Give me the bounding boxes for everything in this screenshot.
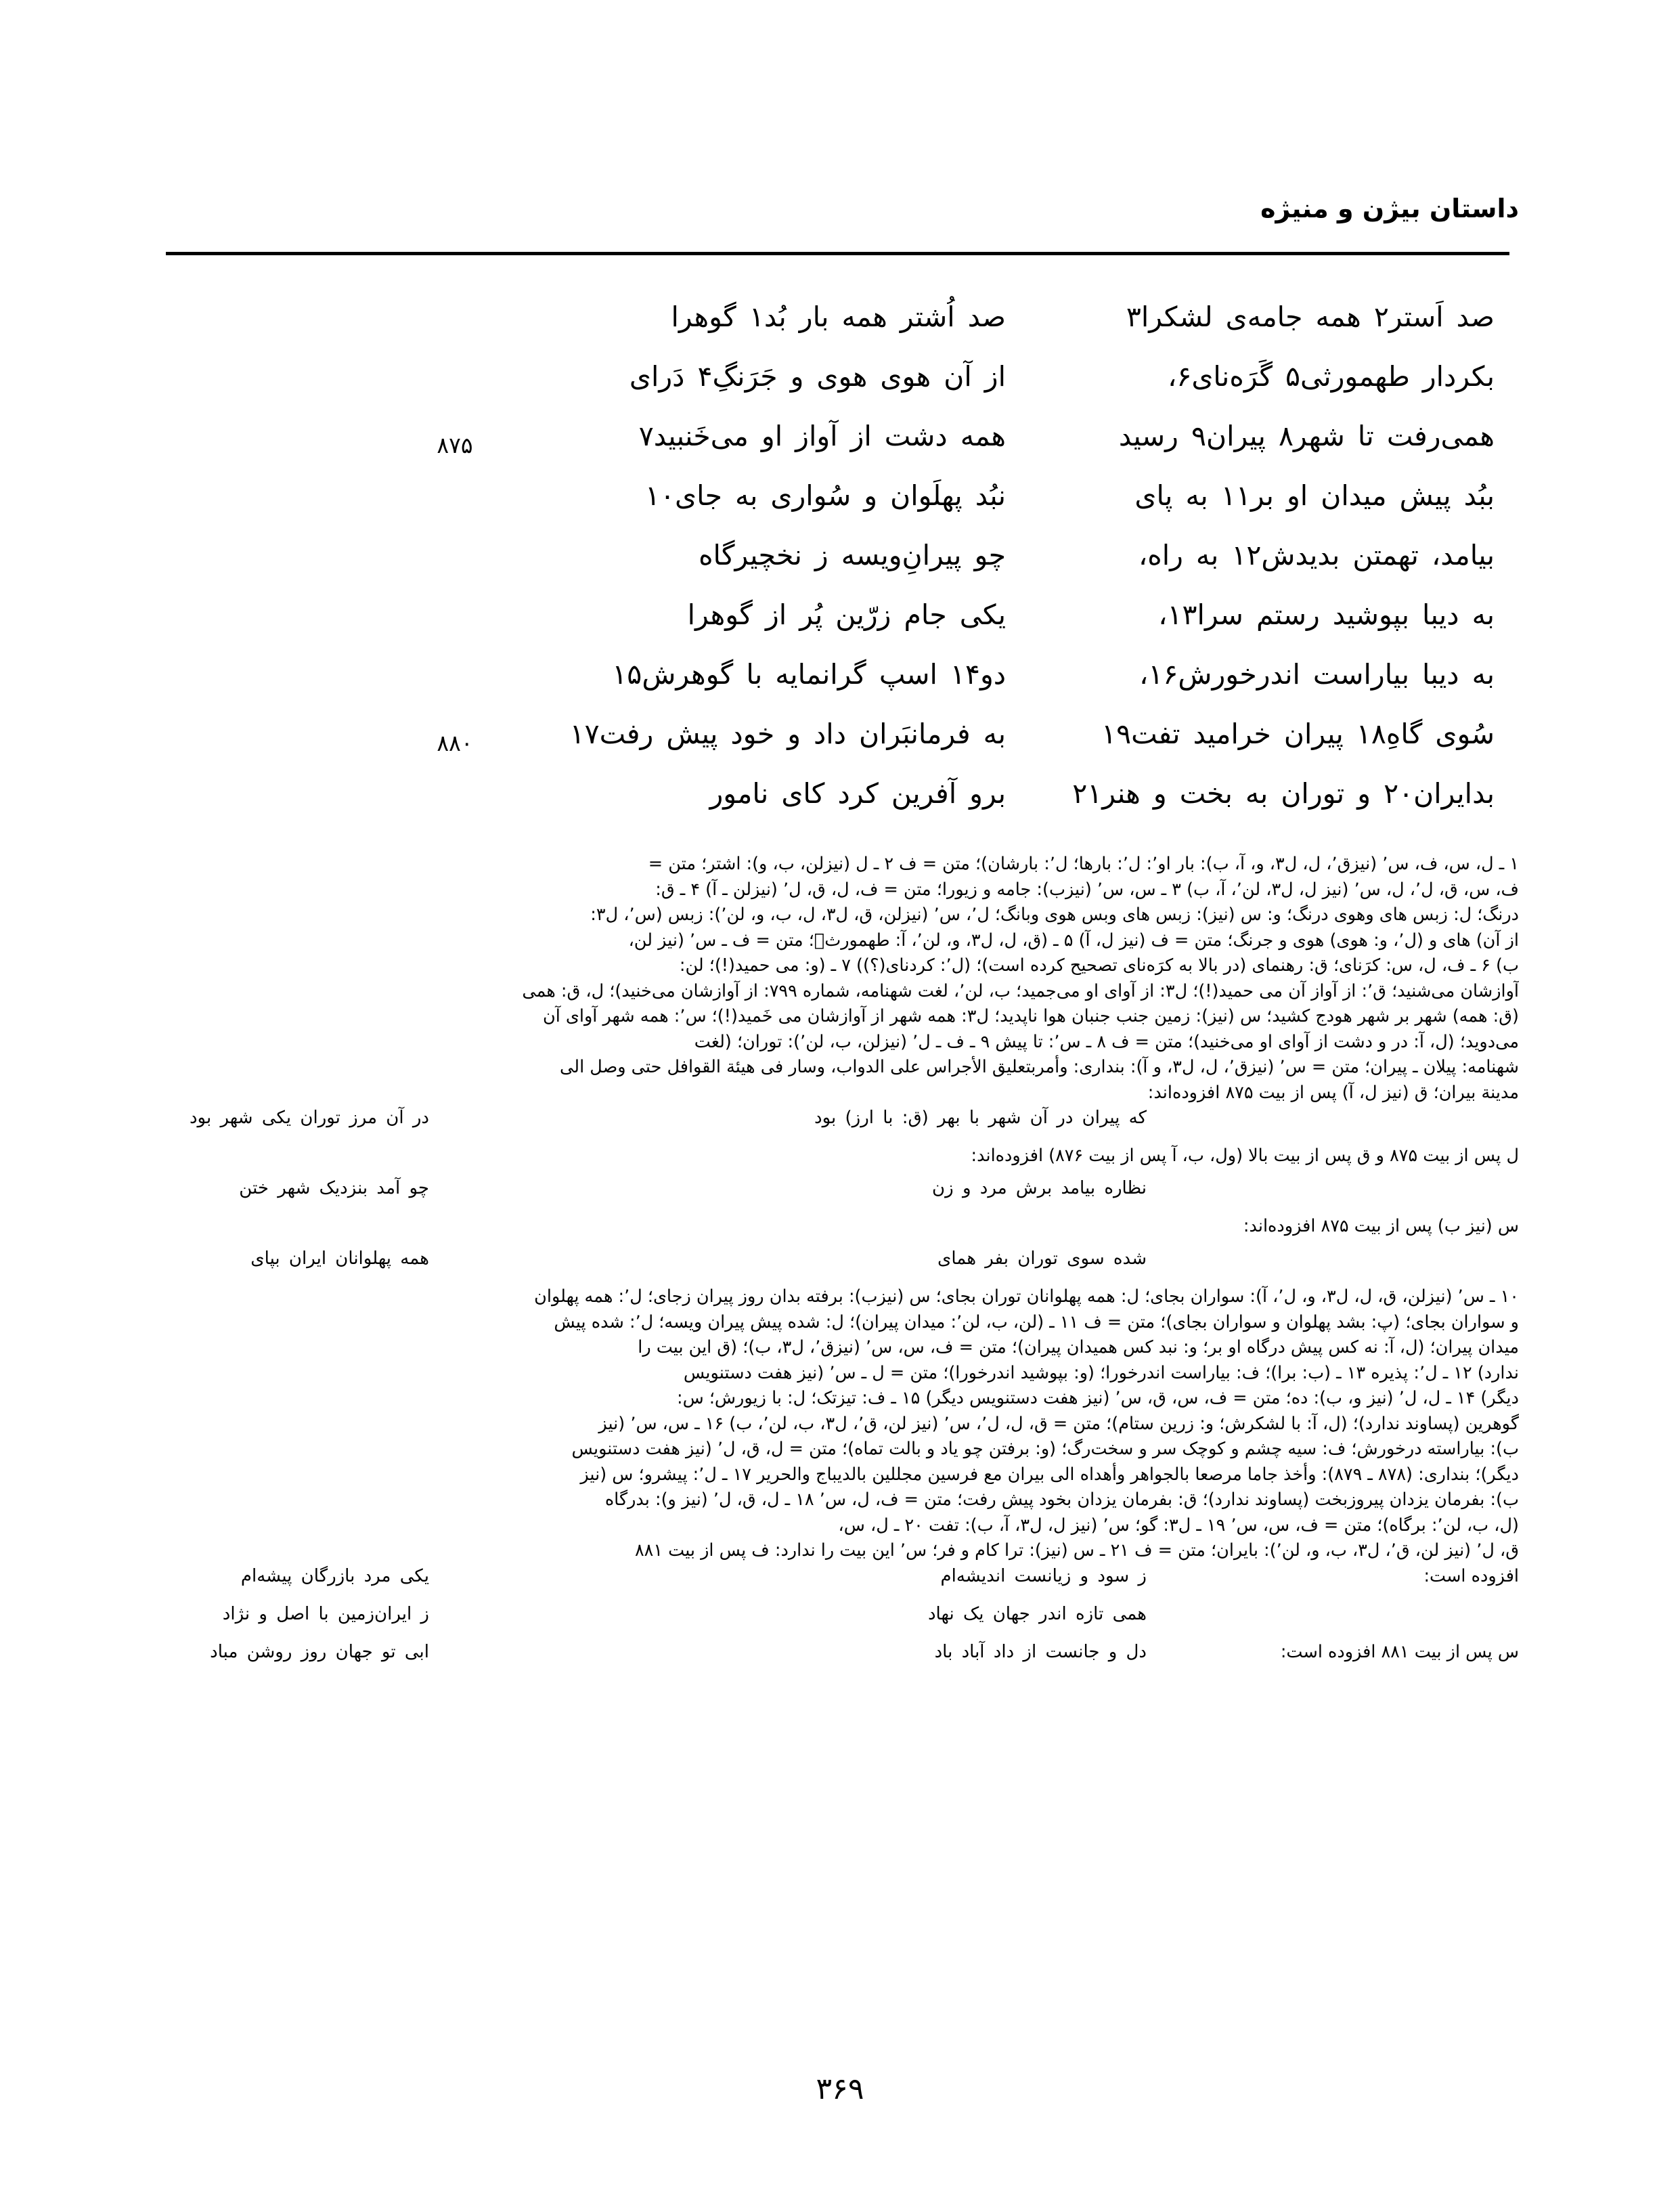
hemistich-right: به فرمانبَران داد و خود پیش رفت۱۷ bbox=[569, 718, 1006, 750]
verse-row bbox=[164, 775, 1511, 834]
folio-number: ۳۶۹ bbox=[816, 2072, 864, 2106]
inserted-hemistich-a: ابی تو جهان روز روشن مباد bbox=[210, 1641, 429, 1662]
inserted-couplet bbox=[158, 1602, 1519, 1640]
verse-row bbox=[164, 536, 1511, 596]
inserted-hemistich-a: ز ایران‌زمین با اصل و نژاد bbox=[222, 1603, 429, 1624]
verse-number bbox=[401, 655, 509, 670]
apparatus-line: شهنامه: پیلان ـ پیران؛ متن = س٬ (نیزق٬، ل، ل۳، و آ): بنداری: وأمربتعلیق الأجراس علی الدواب، وسار فی هیئة القوافل حتی وصل الی bbox=[560, 1057, 1519, 1077]
running-head bbox=[161, 195, 1519, 223]
apparatus-line: ۱۰ ـ س٬ (نیزلن، ق، ل، ل۳، و، ل٬، آ): سواران بجای؛ ل: همه پهلوانان توران بجای؛ س (نیزب): برفته بدان روز پیران زجای؛ ل٬: همه پهلوان bbox=[534, 1286, 1519, 1307]
inserted-hemistich-b: که پیران در آن شهر با بهر (ق: با ارز) بود bbox=[814, 1108, 1147, 1128]
apparatus-criticus bbox=[158, 852, 1519, 1678]
hemistich-left: بدایران۲۰ و توران به بخت و هنر۲۱ bbox=[1072, 777, 1495, 810]
hemistich-right: همه دشت از آواز او می‌خَنبید۷ bbox=[638, 420, 1006, 452]
apparatus-lead-line: س (نیز ب) پس از بیت ۸۷۵ افزوده‌اند: bbox=[1243, 1216, 1519, 1236]
hemistich-right: صد اُشتر همه بار بُد۱ گوهرا bbox=[671, 301, 1006, 333]
inserted-hemistich-a: یکی مرد بازرگان پیشه‌ام bbox=[240, 1565, 429, 1586]
running-head-title: داستان بیژن و منیژه bbox=[1260, 194, 1519, 223]
inserted-couplet bbox=[158, 1640, 1519, 1678]
apparatus-line: آوازشان می‌شنید؛ ق٬: از آواز آن می حمید(!)؛ ل۳: از آوای او می‌جمید؛ ب، لن٬، لغت شهنامه، شماره ۷۹۹: از آوازشان می‌خنید)؛ ل، ق: همی bbox=[522, 980, 1519, 1001]
apparatus-line: گوهرین (پساوند ندارد)؛ (ل، آ: با لشکرش؛ و: زرین ستام)؛ متن = ق، ل، ل٬، س٬ (نیز لن، ق٬، ل۳، ب، لن٬، ب) ۱۶ ـ س، س٬ (نیز bbox=[598, 1413, 1519, 1434]
apparatus-line: ف، س، ق، ل٬، ل، س٬ (نیز ل، ل۳، لن٬، آ، ب) ۳ ـ س، س٬ (نیزب): جامه و زیورا؛ متن = ف، ل، ق، ل٬ (نیزلن ـ آ) ۴ ـ ق: bbox=[655, 879, 1519, 900]
inserted-hemistich-a: همه پهلوانان ایران بپای bbox=[250, 1248, 429, 1269]
apparatus-line: ۱ ـ ل، س، ف، س٬ (نیزق٬، ل، ل۳، و، آ، ب): بار او٬: ل٬: بارها؛ ل٬: بارشان)؛ متن = ف ۲ ـ ل (نیزلن، ب، و): اشتر؛ متن = bbox=[648, 854, 1519, 874]
inserted-couplet bbox=[158, 1564, 1519, 1602]
verse-number bbox=[401, 775, 509, 789]
hemistich-right: چو پیرانِ‌ویسه ز نخچیرگاه bbox=[699, 539, 1006, 571]
verse-row bbox=[164, 357, 1511, 417]
hemistich-left: به دیبا بپوشید رستم سرا۱۳، bbox=[1158, 598, 1495, 631]
apparatus-line: دیگر) ۱۴ ـ ل، ل٬ (نیز و، ب): ده؛ متن = ف، س، ق، س٬ (نیز هفت دستنویس دیگر) ۱۵ ـ ف: تیزتک؛ ل: با زیورش؛ س: bbox=[677, 1388, 1519, 1408]
hemistich-left: به دیبا بیاراست اندرخورش۱۶، bbox=[1139, 658, 1495, 691]
hemistich-right: از آن هوی هوی و جَرَنگِ۴ دَرای bbox=[629, 360, 1006, 393]
apparatus-line: درنگ؛ ل: زبس های وهوی درنگ؛ و: س (نیز): زبس های وبس هوی وبانگ؛ ل٬، س٬ (نیزلن، ق، ل۳، ل، ب، و، لن٬): زبس (س٬، ل۳: bbox=[590, 905, 1519, 925]
apparatus-line: ب) ۶ ـ ف، ل، س: کرَنای؛ ق: رهنمای (در بالا به کرَه‌نای تصحیح کرده است)؛ (ل٬: کردنای(؟)) ۷ ـ (و: می حمید(!)؛ لن: bbox=[679, 955, 1519, 976]
hemistich-left: همی‌رفت تا شهر۸ پیران۹ رسید bbox=[1118, 420, 1495, 452]
inserted-hemistich-a: در آن مرز توران یکی شهر بود bbox=[189, 1108, 429, 1128]
apparatus-line: از آن) های و (ل٬، و: هوی) هوی و جرنگ؛ متن = ف (نیز ل، آ) ۵ ـ (ق، ل، ل۳، و، لن٬، آ: طهمورثٖ؛ متن = ف ـ س٬ (نیز لن، bbox=[628, 930, 1519, 951]
inserted-hemistich-b: دل و جانست از داد آباد باد bbox=[934, 1641, 1147, 1662]
apparatus-line: مدینة بیران؛ ق (نیز ل، آ) پس از بیت ۸۷۵ افزوده‌اند: bbox=[1147, 1082, 1519, 1103]
apparatus-line: ب): بفرمان یزدان پیروزبخت (پساوند ندارد)؛ ق: بفرمان یزدان بخود پیش رفت؛ متن = ف، ل، س٬ ۱۸ ـ ل، ق، ل٬ (نیز و): بدرگاه bbox=[604, 1489, 1519, 1510]
apparatus-lead-line: ل پس از بیت ۸۷۵ و ق پس از بیت بالا (ول، ب، آ پس از بیت ۸۷۶) افزوده‌اند: bbox=[971, 1146, 1519, 1166]
inserted-hemistich-b: نظاره بیامد برش مرد و زن bbox=[932, 1178, 1147, 1198]
hemistich-left: بکردار طهمورثی۵ گَرَه‌نای۶، bbox=[1168, 360, 1495, 393]
verse-number bbox=[401, 298, 509, 313]
apparatus-lead-line: س پس از بیت ۸۸۱ افزوده است: bbox=[1280, 1641, 1519, 1662]
hemistich-left: بیامد، تهمتن بدیدش۱۲ به راه، bbox=[1139, 539, 1495, 571]
verse-row bbox=[164, 596, 1511, 655]
header-rule bbox=[166, 252, 1509, 255]
verse-number bbox=[401, 357, 509, 372]
apparatus-line: می‌دوید؛ (ل، آ: در و دشت از آوای او می‌خنید)؛ متن = ف ۸ ـ س٬: تا پیش ۹ ـ ف ـ ل٬ (نیزلن، ب، لن٬): توران؛ (لغت bbox=[694, 1031, 1519, 1052]
verse-block bbox=[164, 298, 1511, 834]
apparatus-line: ندارد) ۱۲ ـ ل٬: پذیره ۱۳ ـ (ب: برا)؛ ف: بیاراست اندرخورا؛ (و: بپوشید اندرخورا)؛ متن = ل ـ س٬ (نیز هفت دستنویس bbox=[683, 1362, 1519, 1383]
inserted-couplet bbox=[158, 1176, 1519, 1214]
inserted-hemistich-a: چو آمد بنزدیک شهر ختن bbox=[239, 1178, 429, 1198]
apparatus-line: میدان پیران؛ (ل، آ: نه کس پیش درگاه او بر؛ و: نبد کس همیدان پیران)؛ متن = ف، س، س٬ (نیزق٬، ل۳، ب)؛ (ق این بیت را bbox=[638, 1337, 1519, 1357]
apparatus-line: ق، ل٬ (نیز لن، ق٬، ل۳، ب، و، لن٬): بایران؛ متن = ف ۲۱ ـ س (نیز): ترا کام و فر؛ س٬ این بیت را ندارد: ف پس از بیت ۸۸۱ bbox=[634, 1540, 1519, 1561]
hemistich-right: دو۱۴ اسپ گرانمایه با گوهرش۱۵ bbox=[612, 658, 1006, 691]
hemistich-right: یکی جام زرّین پُر از گوهرا bbox=[687, 598, 1006, 631]
hemistich-right: برو آفرین کرد کای نامور bbox=[709, 777, 1006, 810]
inserted-couplet bbox=[158, 1106, 1519, 1144]
apparatus-line: دیگر)؛ بنداری: (۸۷۸ ـ ۸۷۹): وأخذ جاما مرصعا بالجواهر وأهداه الی بیران مع فرسین مجللین بالدیباج والحریر ۱۷ ـ ل٬: پیشرو؛ س (نیز bbox=[580, 1464, 1519, 1485]
hemistich-right: نبُد پهلَوان و سُواری به جای۱۰ bbox=[644, 479, 1006, 512]
verse-number bbox=[401, 596, 509, 611]
verse-number: ۸۸۰ bbox=[437, 730, 473, 756]
verse-number bbox=[401, 536, 509, 551]
verse-row bbox=[164, 655, 1511, 715]
inserted-couplet bbox=[158, 1246, 1519, 1284]
apparatus-line: (ق: همه) شهر بر شهر هودج کشید؛ س (نیز): زمین جنب جنبان هوا ناپدید؛ ل۳: همه شهر از آوازشان می خَمید(!)؛ س٬: همه شهر آوای آن bbox=[543, 1006, 1519, 1026]
hemistich-left: سُوی گاهِ۱۸ پیران خرامید تفت۱۹ bbox=[1101, 718, 1495, 750]
apparatus-line: (ل، ب، لن٬: برگاه)؛ متن = ف، س، س٬ ۱۹ ـ ل۳: گو؛ س٬ (نیز ل، ل۳، آ، ب): تفت ۲۰ ـ ل، س، bbox=[838, 1515, 1519, 1536]
inserted-hemistich-b: شده سوی توران بفر همای bbox=[937, 1248, 1147, 1269]
verse-row bbox=[164, 298, 1511, 357]
apparatus-lead-line: افزوده است: bbox=[1423, 1565, 1519, 1586]
verse-number bbox=[401, 477, 509, 492]
verse-row bbox=[164, 477, 1511, 536]
hemistich-left: ببُد پیش میدان او بر۱۱ به پای bbox=[1134, 479, 1495, 512]
verse-row bbox=[164, 417, 1511, 477]
hemistich-left: صد اَستر۲ همه جامه‌ی لشکرا۳ bbox=[1126, 301, 1495, 333]
verse-number: ۸۷۵ bbox=[437, 432, 473, 458]
apparatus-line: و سواران بجای؛ (پ: بشد پهلوان و سواران بجای)؛ متن = ف ۱۱ ـ (لن، ب، لن٬: میدان پیران)؛ ل: شده پیش پیران ویسه؛ ل٬: شده پیش bbox=[554, 1311, 1519, 1332]
apparatus-line: ب): بیاراسته درخورش؛ ف: سیه چشم و کوچک سر و سخت‌رگ؛ (و: برفتن چو یاد و بالت تماه)؛ متن = ل، ق، ل٬ (نیز هفت دستنویس bbox=[571, 1439, 1519, 1459]
inserted-hemistich-b: همی تازه اندر جهان یک نهاد bbox=[927, 1603, 1147, 1624]
verse-row bbox=[164, 715, 1511, 775]
inserted-hemistich-b: ز سود و زیانست اندیشه‌ام bbox=[940, 1565, 1147, 1586]
